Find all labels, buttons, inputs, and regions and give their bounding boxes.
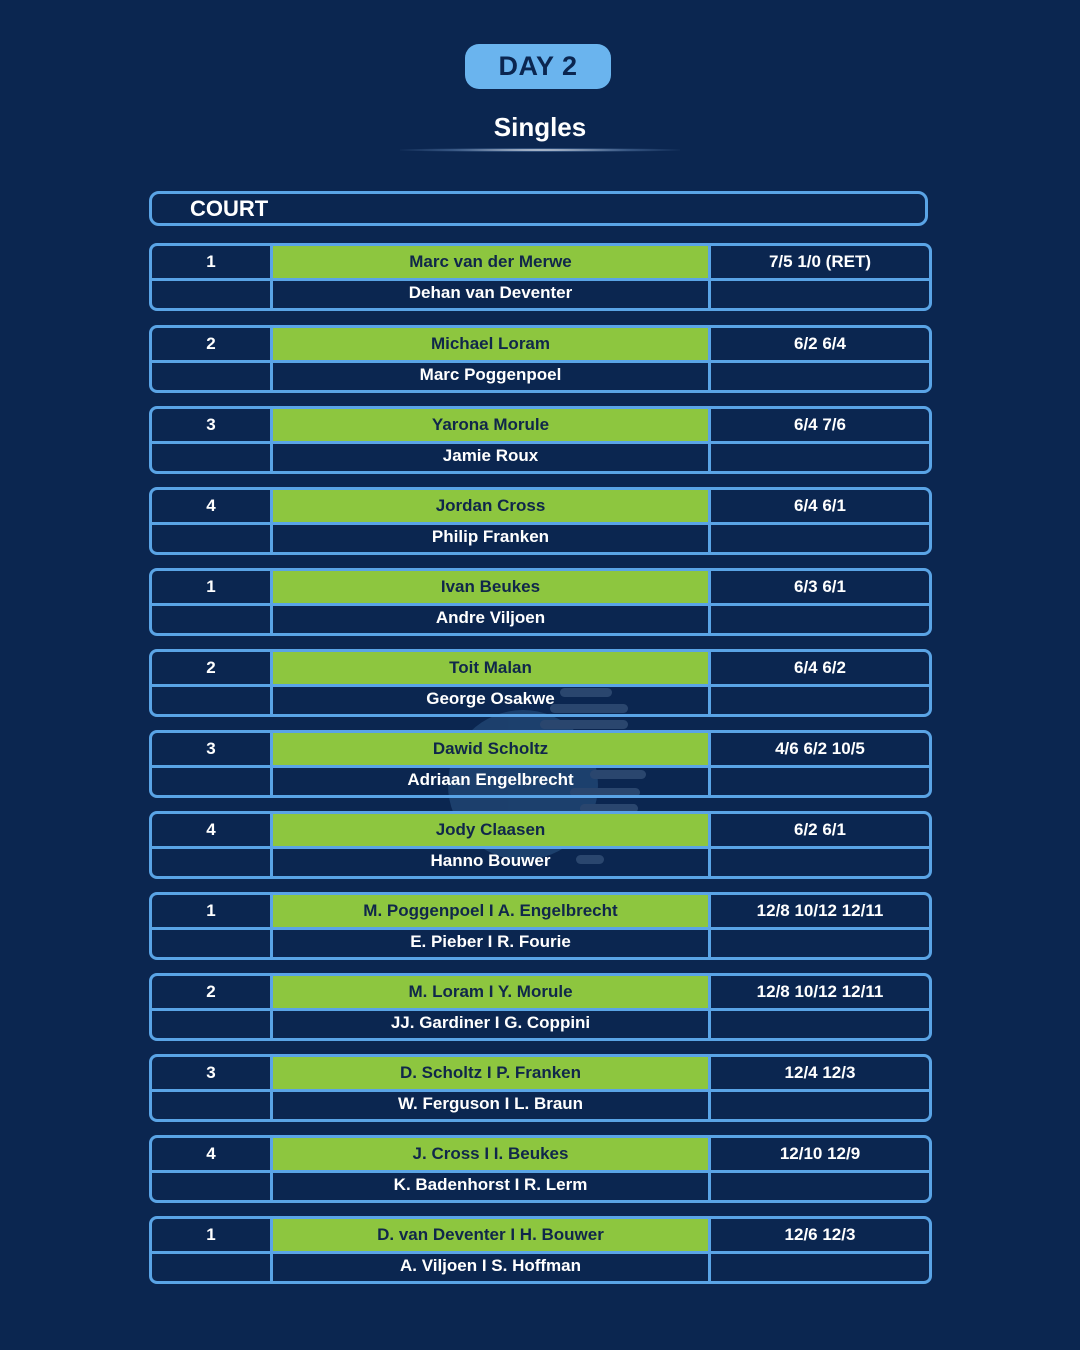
- court-number: 1: [152, 895, 273, 927]
- match-score: 4/6 6/2 10/5: [775, 739, 865, 758]
- match-score: 7/5 1/0 (RET): [768, 252, 872, 271]
- match-score: 6/4 6/1: [794, 496, 846, 515]
- winner-name: D. Scholtz I P. Franken: [273, 1057, 711, 1089]
- court-empty-cell: [152, 846, 273, 876]
- court-empty-cell: [152, 603, 273, 633]
- court-empty-cell: [152, 927, 273, 957]
- court-number: 4: [152, 1138, 273, 1170]
- winner-name: Dawid Scholtz: [273, 733, 711, 765]
- day-badge: [465, 44, 611, 89]
- match-row: [149, 243, 932, 311]
- court-number: 2: [152, 976, 273, 1008]
- match-score: 6/2 6/1: [794, 820, 846, 839]
- score-empty-cell: [711, 927, 929, 957]
- court-column-header: [149, 191, 928, 226]
- court-number: 2: [152, 652, 273, 684]
- court-number: 3: [152, 1057, 273, 1089]
- match-score: 12/8 10/12 12/11: [756, 901, 884, 920]
- match-score: 12/8 10/12 12/11: [756, 982, 884, 1001]
- court-empty-cell: [152, 522, 273, 552]
- match-score: 6/3 6/1: [794, 577, 846, 596]
- loser-name: Philip Franken: [273, 522, 711, 552]
- match-row: [149, 811, 932, 879]
- score-empty-cell: [711, 1089, 929, 1119]
- court-empty-cell: [152, 360, 273, 390]
- page-subtitle: Singles: [493, 112, 587, 142]
- court-number: 4: [152, 490, 273, 522]
- court-number: 1: [152, 1219, 273, 1251]
- court-number: 1: [152, 571, 273, 603]
- match-row: [149, 730, 932, 798]
- loser-name: JJ. Gardiner I G. Coppini: [273, 1008, 711, 1038]
- court-number: 4: [152, 814, 273, 846]
- winner-name: Jordan Cross: [273, 490, 711, 522]
- score-empty-cell: [711, 522, 929, 552]
- loser-name: E. Pieber I R. Fourie: [273, 927, 711, 957]
- loser-name: A. Viljoen I S. Hoffman: [273, 1251, 711, 1281]
- court-empty-cell: [152, 684, 273, 714]
- court-empty-cell: [152, 1251, 273, 1281]
- loser-name: Dehan van Deventer: [273, 278, 711, 308]
- loser-name: Andre Viljoen: [273, 603, 711, 633]
- match-row: [149, 1216, 932, 1284]
- loser-name: Marc Poggenpoel: [273, 360, 711, 390]
- winner-name: Marc van der Merwe: [273, 246, 711, 278]
- match-score: 6/4 6/2: [794, 658, 846, 677]
- match-score: 12/4 12/3: [784, 1063, 856, 1082]
- match-row: [149, 892, 932, 960]
- match-row: [149, 568, 932, 636]
- loser-name: George Osakwe: [273, 684, 711, 714]
- winner-name: Ivan Beukes: [273, 571, 711, 603]
- court-header-label: COURT: [190, 195, 269, 221]
- winner-name: M. Loram I Y. Morule: [273, 976, 711, 1008]
- score-empty-cell: [711, 765, 929, 795]
- score-empty-cell: [711, 278, 929, 308]
- winner-name: Toit Malan: [273, 652, 711, 684]
- winner-name: J. Cross I I. Beukes: [273, 1138, 711, 1170]
- winner-name: D. van Deventer I H. Bouwer: [273, 1219, 711, 1251]
- match-score: 12/6 12/3: [784, 1225, 856, 1244]
- score-empty-cell: [711, 846, 929, 876]
- score-empty-cell: [711, 1170, 929, 1200]
- winner-name: Yarona Morule: [273, 409, 711, 441]
- score-empty-cell: [711, 684, 929, 714]
- court-empty-cell: [152, 1170, 273, 1200]
- match-row: [149, 649, 932, 717]
- match-row: [149, 325, 932, 393]
- winner-name: Michael Loram: [273, 328, 711, 360]
- score-empty-cell: [711, 1251, 929, 1281]
- loser-name: Jamie Roux: [273, 441, 711, 471]
- court-number: 1: [152, 246, 273, 278]
- match-score: 6/4 7/6: [794, 415, 846, 434]
- match-score: 6/2 6/4: [794, 334, 846, 353]
- loser-name: Adriaan Engelbrecht: [273, 765, 711, 795]
- court-empty-cell: [152, 441, 273, 471]
- court-empty-cell: [152, 278, 273, 308]
- day-label: DAY 2: [498, 51, 578, 81]
- court-number: 3: [152, 409, 273, 441]
- court-number: 3: [152, 733, 273, 765]
- loser-name: Hanno Bouwer: [273, 846, 711, 876]
- match-row: [149, 973, 932, 1041]
- court-empty-cell: [152, 765, 273, 795]
- score-empty-cell: [711, 441, 929, 471]
- winner-name: M. Poggenpoel I A. Engelbrecht: [273, 895, 711, 927]
- subtitle-glow-divider: [400, 148, 680, 152]
- court-empty-cell: [152, 1089, 273, 1119]
- match-row: [149, 487, 932, 555]
- score-empty-cell: [711, 360, 929, 390]
- court-number: 2: [152, 328, 273, 360]
- score-empty-cell: [711, 1008, 929, 1038]
- match-row: [149, 1135, 932, 1203]
- score-empty-cell: [711, 603, 929, 633]
- match-score: 12/10 12/9: [779, 1144, 861, 1163]
- match-row: [149, 406, 932, 474]
- loser-name: W. Ferguson I L. Braun: [273, 1089, 711, 1119]
- match-row: [149, 1054, 932, 1122]
- winner-name: Jody Claasen: [273, 814, 711, 846]
- court-empty-cell: [152, 1008, 273, 1038]
- loser-name: K. Badenhorst I R. Lerm: [273, 1170, 711, 1200]
